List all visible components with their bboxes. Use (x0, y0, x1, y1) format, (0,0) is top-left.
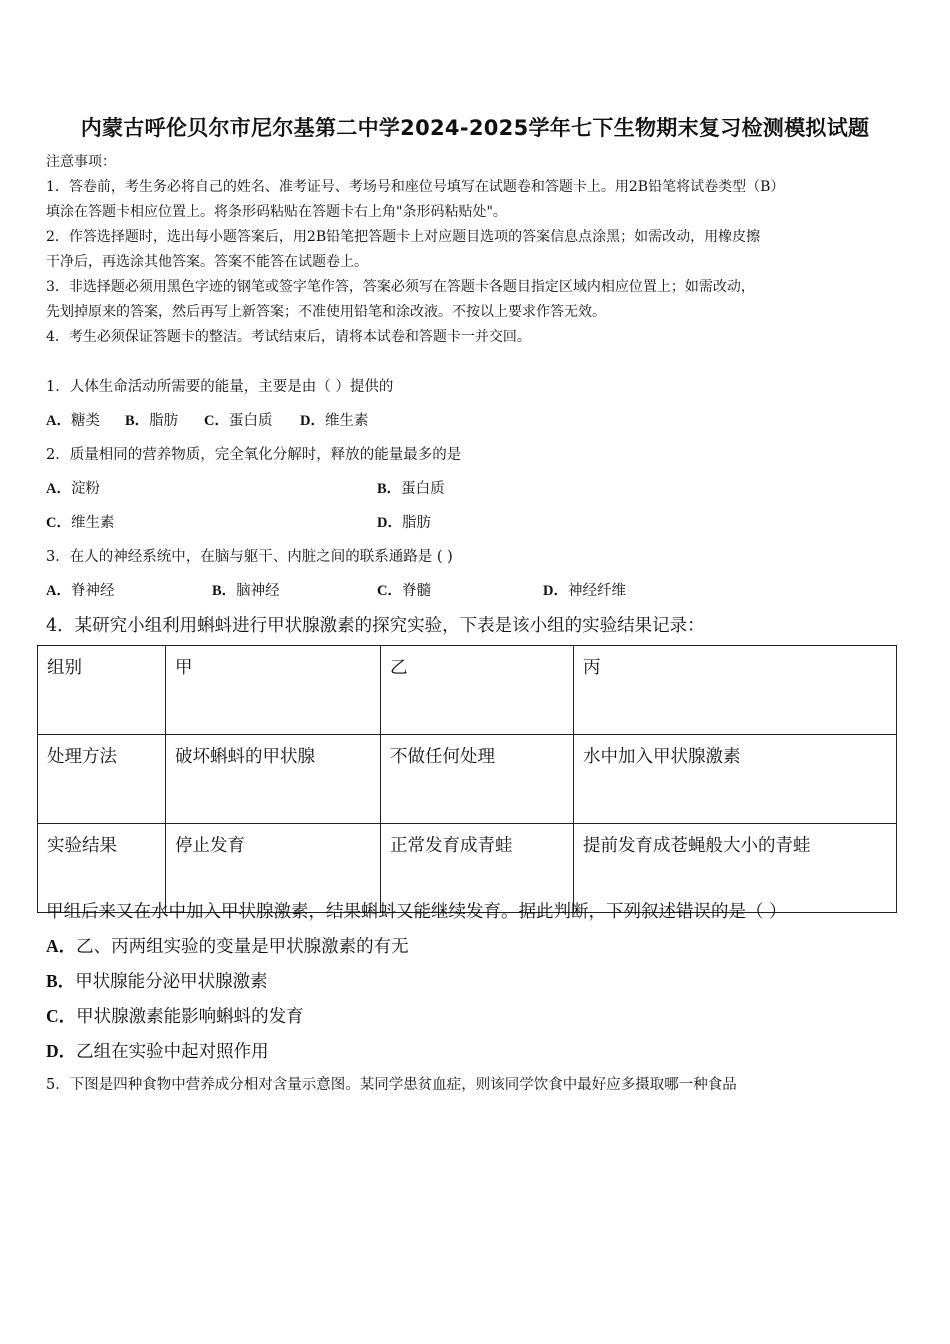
option-text: 蛋白质 (228, 413, 273, 429)
option-text: 脊髓 (401, 583, 431, 599)
question-3-option-a[interactable] (46, 579, 114, 600)
option-text: 神经纤维 (567, 583, 626, 599)
table-row (38, 735, 897, 824)
question-5-stem: 5．下图是四种食物中营养成分相对含量示意图。某同学患贫血症，则该同学饮食中最好应多摄取哪一种食品 (46, 1077, 737, 1093)
table-cell: 停止发育 (166, 824, 381, 913)
question-2-option-d[interactable] (377, 511, 431, 532)
question-4-stem: 4．某研究小组利用蝌蚪进行甲状腺激素的探究实验，下表是该小组的实验结果记录： (46, 616, 705, 636)
option-letter: B． (125, 413, 150, 429)
option-letter: B． (212, 583, 237, 599)
question-3-option-b[interactable] (212, 579, 280, 600)
question-4-option-d[interactable] (46, 1038, 269, 1063)
question-2-option-a[interactable] (46, 477, 100, 498)
notes-line: 2．作答选择题时，选出每小题答案后，用2B铅笔把答题卡上对应题目选项的答案信息点涂黑；如需改动，用橡皮擦 (46, 229, 761, 245)
option-letter: A． (46, 583, 71, 599)
question-4-option-a[interactable] (46, 933, 409, 958)
option-text: 乙、丙两组实验的变量是甲状腺激素的有无 (76, 937, 409, 957)
option-text: 脂肪 (401, 515, 431, 531)
question-4-follow: 甲组后来又在水中加入甲状腺激素，结果蝌蚪又能继续发育。据此判断，下列叙述错误的是（ ） (46, 902, 787, 922)
notes-heading: 注意事项： (46, 154, 116, 170)
option-text: 脊神经 (70, 583, 115, 599)
question-2-option-b[interactable] (377, 477, 445, 498)
question-2-option-c[interactable] (46, 511, 114, 532)
experiment-table (37, 645, 897, 913)
option-text: 淀粉 (70, 481, 100, 497)
table-cell: 破坏蝌蚪的甲状腺 (166, 735, 381, 824)
option-letter: B． (377, 481, 402, 497)
option-letter: A． (46, 481, 71, 497)
table-cell: 水中加入甲状腺激素 (574, 735, 897, 824)
option-text: 乙组在实验中起对照作用 (76, 1042, 269, 1062)
table-cell: 提前发育成苍蝇般大小的青蛙 (574, 824, 897, 913)
question-1-option-d[interactable] (300, 409, 368, 430)
table-cell: 实验结果 (38, 824, 166, 913)
table-cell: 组别 (38, 646, 166, 735)
notes-line: 3．非选择题必须用黑色字迹的钢笔或签字笔作答，答案必须写在答题卡各题目指定区域内相应位置上；如需改动， (46, 279, 755, 295)
option-letter: A． (46, 413, 71, 429)
question-1-option-a[interactable] (46, 409, 100, 430)
question-3-option-d[interactable] (543, 579, 626, 600)
option-letter: D． (300, 413, 325, 429)
option-letter: C． (377, 583, 402, 599)
option-text: 蛋白质 (401, 481, 445, 497)
question-3-option-c[interactable] (377, 579, 431, 600)
table-cell: 处理方法 (38, 735, 166, 824)
option-letter: D． (543, 583, 568, 599)
table-cell: 甲 (166, 646, 381, 735)
table-cell: 正常发育成青蛙 (381, 824, 574, 913)
table-cell: 丙 (574, 646, 897, 735)
option-text: 维生素 (70, 515, 115, 531)
question-2-stem: 2．质量相同的营养物质，完全氧化分解时，释放的能量最多的是 (46, 447, 462, 463)
notes-line: 4．考生必须保证答题卡的整洁。考试结束后，请将本试卷和答题卡一并交回。 (46, 329, 531, 345)
option-text: 甲状腺激素能影响蝌蚪的发育 (76, 1007, 304, 1027)
notes-line: 先划掉原来的答案，然后再写上新答案；不准使用铅笔和涂改液。不按以上要求作答无效。 (46, 304, 606, 320)
notes-line: 干净后，再选涂其他答案。答案不能答在试题卷上。 (46, 254, 368, 270)
table-cell: 不做任何处理 (381, 735, 574, 824)
question-3-stem: 3．在人的神经系统中，在脑与躯干、内脏之间的联系通路是 ( ) (46, 549, 453, 565)
option-text: 糖类 (70, 413, 100, 429)
option-text: 维生素 (324, 413, 369, 429)
question-1-option-c[interactable] (204, 409, 272, 430)
exam-notes (46, 150, 906, 350)
question-4-option-b[interactable] (46, 968, 268, 993)
option-letter: C． (46, 515, 71, 531)
page-title: 内蒙古呼伦贝尔市尼尔基第二中学2024-2025学年七下生物期末复习检测模拟试题 (80, 116, 870, 140)
option-letter: C． (204, 413, 229, 429)
option-letter: C． (46, 1006, 77, 1026)
option-letter: D． (377, 515, 402, 531)
option-letter: D． (46, 1041, 77, 1061)
question-1-option-b[interactable] (125, 409, 178, 430)
notes-line: 填涂在答题卡相应位置上。将条形码粘贴在答题卡右上角"条形码粘贴处"。 (46, 204, 507, 220)
option-text: 甲状腺能分泌甲状腺激素 (75, 972, 268, 992)
option-letter: B． (46, 971, 76, 991)
question-4-option-c[interactable] (46, 1003, 304, 1028)
table-row (38, 646, 897, 735)
option-text: 脑神经 (236, 583, 280, 599)
option-text: 脂肪 (149, 413, 179, 429)
table-cell: 乙 (381, 646, 574, 735)
option-letter: A． (46, 936, 77, 956)
notes-line: 1．答卷前，考生务必将自己的姓名、准考证号、考场号和座位号填写在试题卷和答题卡上。用2B铅笔将试卷类型（B） (46, 179, 785, 195)
question-1-stem: 1．人体生命活动所需要的能量，主要是由（ ）提供的 (46, 379, 394, 395)
